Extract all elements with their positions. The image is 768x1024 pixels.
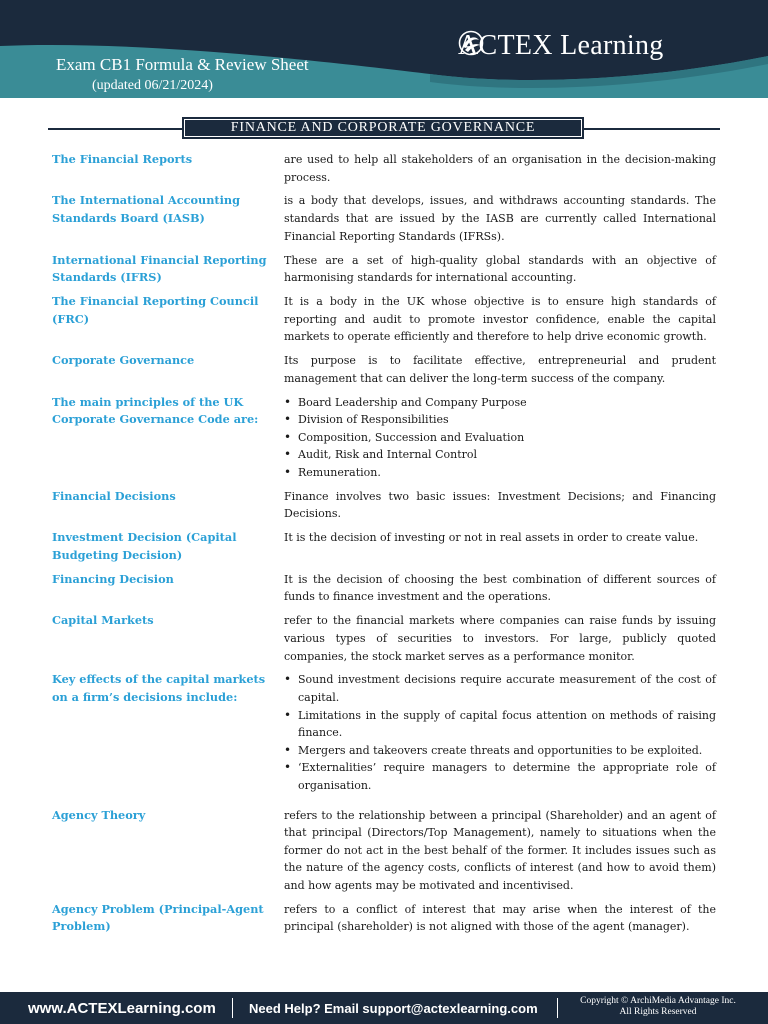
bullet-item: • Sound investment decisions require accurate measurement of the cost of capital. [284,671,716,706]
glossary-list [52,151,716,942]
glossary-entry [52,571,716,606]
glossary-entry [52,394,716,482]
section-banner [182,117,584,139]
brand-name: ACTEX Learning [458,30,664,61]
glossary-entry [52,252,716,287]
entry-term: The Financial Reports [52,152,193,166]
entry-definition: These are a set of high-quality global standards with an objective of harmonising standards for international accounting. [284,253,716,285]
bullet-item: • Mergers and takeovers create threats and opportunities to be exploited. [284,742,716,760]
entry-term: International Financial Reporting Standards (IFRS) [52,252,267,285]
bullet-item: • Composition, Succession and Evaluation [284,429,716,447]
bullet-item: • Audit, Risk and Internal Control [284,446,716,464]
glossary-entry [52,151,716,186]
entry-definition [284,671,716,794]
glossary-entry [52,807,716,895]
website-link[interactable]: www.ACTEXLearning.com [28,1000,216,1017]
glossary-entry [52,293,716,346]
bullet-item: • Division of Responsibilities [284,411,716,429]
entry-term: The Financial Reporting Council (FRC) [52,294,259,326]
entry-term: Investment Decision (Capital Budgeting Decision) [52,530,237,562]
entry-definition: refers to a conflict of interest that may arise when the interest of the principal (shareholder) is not aligned with those of the agent (manager). [284,902,716,934]
entry-term: Key effects of the capital markets on a firm’s decisions include: [52,672,266,704]
bullet-item: • Remuneration. [284,464,716,482]
sheet-title: Exam CB1 Formula & Review Sheet [56,55,309,74]
entry-term: Agency Problem (Principal-Agent Problem) [52,901,264,934]
glossary-entry [52,671,716,794]
glossary-entry [52,612,716,665]
entry-definition: It is the decision of choosing the best combination of different sources of funds to finance investment and the operations. [284,572,716,604]
entry-term: Financing Decision [52,571,174,586]
actex-swirl-icon [458,30,484,56]
page-footer [0,992,768,1024]
copyright-line: Copyright © ArchiMedia Advantage Inc. [580,996,736,1006]
entry-term: Agency Theory [52,807,146,822]
glossary-entry [52,529,716,564]
bullet-list [284,671,716,794]
bullet-item: • Board Leadership and Company Purpose [284,394,716,412]
sheet-updated-date: (updated 06/21/2024) [92,78,213,93]
entry-definition: Its purpose is to facilitate effective, entrepreneurial and prudent management that can deliver the long-term success of the company. [284,354,716,385]
entry-definition: Finance involves two basic issues: Investment Decisions; and Financing Decisions. [284,489,716,521]
bullet-list [284,394,716,482]
rights-line: All Rights Reserved [619,1007,697,1017]
section-title: FINANCE AND CORPORATE GOVERNANCE [184,119,582,137]
footer-divider [232,998,233,1018]
glossary-entry [52,901,716,936]
glossary-entry [52,352,716,387]
entry-definition: It is the decision of investing or not in real assets in order to create value. [284,531,699,545]
brand-logo[interactable] [458,30,664,62]
page-header [0,0,768,98]
support-email-link[interactable]: Need Help? Email support@actexlearning.com [249,1001,538,1016]
entry-term: Corporate Governance [52,353,195,368]
entry-term: The main principles of the UK Corporate Governance Code are: [52,394,259,427]
entry-definition: is a body that develops, issues, and withdraws accounting standards. The standards that are issued by the IASB are currently called International Financial Reporting Standards (IFRSs). [284,194,716,243]
glossary-entry [52,488,716,523]
entry-definition: refer to the financial markets where companies can raise funds by issuing various types of securities to investors. For large, publicly quoted companies, the stock market serves as a performance monitor. [284,614,716,663]
entry-definition [284,394,716,482]
entry-term: The International Accounting Standards Board (IASB) [52,193,241,226]
bullet-item: • Limitations in the supply of capital focus attention on methods of raising finance. [284,707,716,742]
entry-definition: are used to help all stakeholders of an organisation in the decision-making process. [284,153,716,184]
entry-term: Financial Decisions [52,488,176,503]
entry-term: Capital Markets [52,613,154,628]
entry-definition: It is a body in the UK whose objective is to ensure high standards of reporting and audit to promote investor confidence, enable the capital markets to operate efficiently and therefore to help drive economic growth. [284,295,716,344]
entry-definition: refers to the relationship between a principal (Shareholder) and an agent of that principal (Directors/Top Management), namely to situations when the former do not act in the best behalf of the former. It includes issues such as the nature of the agency costs, conflicts of interest (and how to avoid them) and how agents may be motivated and incentivised. [284,808,716,892]
bullet-item: • ‘Externalities’ require managers to determine the appropriate role of organisation. [284,759,716,794]
footer-divider [557,998,558,1018]
glossary-entry [52,192,716,245]
copyright-notice [560,996,756,1018]
